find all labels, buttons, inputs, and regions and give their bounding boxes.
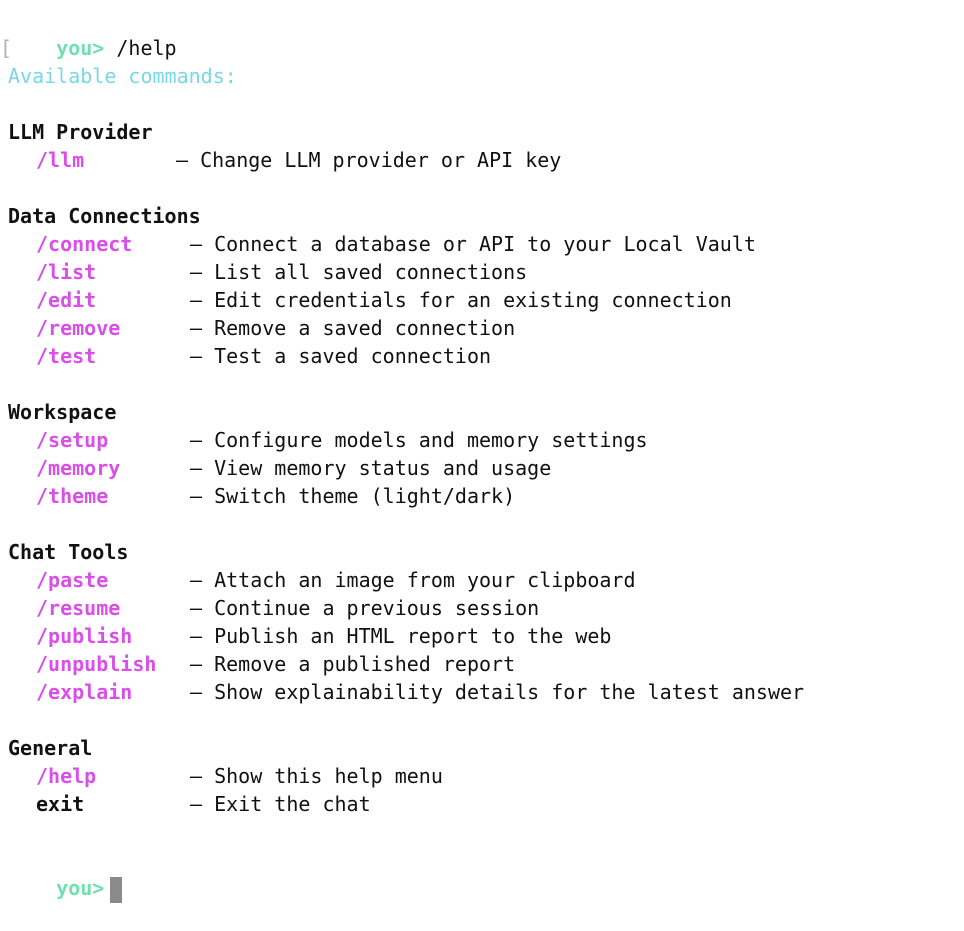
command-row (8, 566, 958, 594)
commands-heading: Available commands: (8, 64, 237, 88)
command-description: — Remove a published report (190, 652, 516, 676)
command-row (8, 286, 958, 314)
terminal-output (0, 6, 958, 900)
prompt-label: you> (56, 876, 105, 900)
command-description: — Exit the chat (190, 792, 371, 816)
command-row (8, 678, 958, 706)
command-row (8, 314, 958, 342)
input-prompt-line[interactable] (8, 846, 958, 900)
prompt-label: you> (56, 36, 105, 60)
command-name: /memory (36, 456, 121, 480)
command-name: /edit (36, 288, 97, 312)
command-name: /remove (36, 316, 121, 340)
section-title-llm-provider: LLM Provider (8, 120, 153, 144)
command-description: — Edit credentials for an existing connection (190, 288, 732, 312)
command-description: — Show this help menu (190, 764, 443, 788)
selection-bracket: [ (0, 36, 13, 60)
command-row (8, 790, 958, 818)
command-description: — Connect a database or API to your Local Vault (190, 232, 756, 256)
command-description: — Switch theme (light/dark) (190, 484, 516, 508)
command-row (8, 762, 958, 790)
command-name: /publish (36, 624, 133, 648)
command-description: — Remove a saved connection (190, 316, 516, 340)
command-name: /resume (36, 596, 121, 620)
section-title-chat-tools: Chat Tools (8, 540, 129, 564)
command-description: — List all saved connections (190, 260, 528, 284)
section-title-data-connections: Data Connections (8, 204, 201, 228)
command-row (8, 426, 958, 454)
command-name: /unpublish (36, 652, 157, 676)
command-name: /theme (36, 484, 109, 508)
command-description: — Publish an HTML report to the web (190, 624, 612, 648)
command-description: — Change LLM provider or API key (176, 148, 562, 172)
command-name: /list (36, 260, 97, 284)
command-name: /connect (36, 232, 133, 256)
command-description: — Show explainability details for the latest answer (190, 680, 805, 704)
command-row (8, 622, 958, 650)
command-row (8, 650, 958, 678)
command-name: /setup (36, 428, 109, 452)
command-row (8, 146, 958, 174)
prompt-line (0, 6, 958, 60)
command-row (8, 258, 958, 286)
command-row (8, 342, 958, 370)
command-name: exit (36, 792, 85, 816)
section-title-workspace: Workspace (8, 400, 117, 424)
command-description: — Configure models and memory settings (190, 428, 648, 452)
command-row (8, 482, 958, 510)
command-name: /explain (36, 680, 133, 704)
command-name: /llm (36, 148, 85, 172)
entered-command: /help (116, 36, 177, 60)
command-name: /paste (36, 568, 109, 592)
command-row (8, 454, 958, 482)
section-title-general: General (8, 736, 93, 760)
command-row (8, 230, 958, 258)
command-name: /test (36, 344, 97, 368)
command-name: /help (36, 764, 97, 788)
command-description: — Attach an image from your clipboard (190, 568, 636, 592)
command-description: — View memory status and usage (190, 456, 552, 480)
command-description: — Continue a previous session (190, 596, 540, 620)
command-row (8, 594, 958, 622)
command-description: — Test a saved connection (190, 344, 492, 368)
